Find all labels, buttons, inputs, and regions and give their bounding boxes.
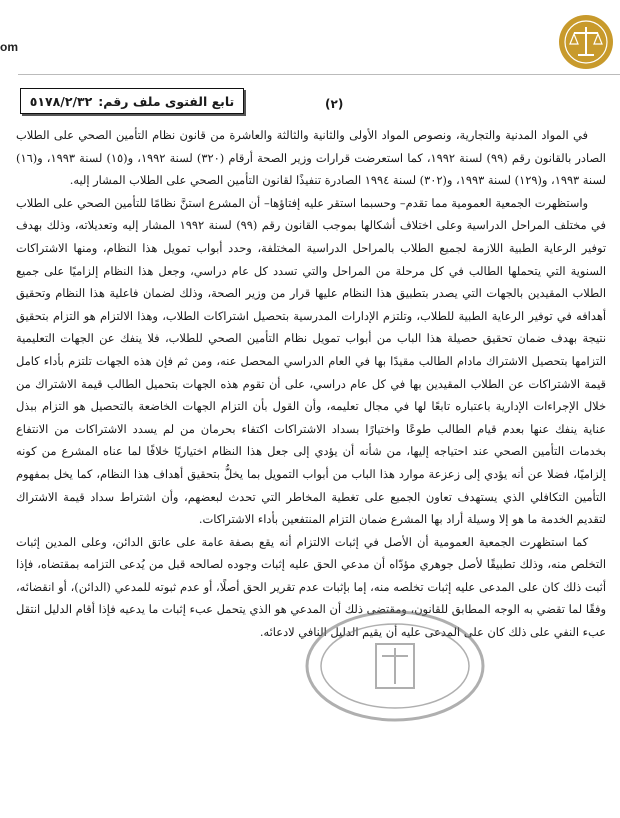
header-label: تابع الفتوى ملف رقم: [98,93,235,109]
file-number: ٥١٧٨/٢/٣٢ [29,93,93,109]
file-number-header [20,88,244,114]
header-divider [18,74,620,75]
site-url-fragment: om [0,40,18,54]
paragraph-1: في المواد المدنية والتجارية، ونصوص المواد الأولى والثانية والثالثة والعاشرة من قانون نظام التأمين الصحي على الطلاب الصادر بالقانون رقم (٩٩) لسنة ١٩٩٢، كما استعرضت قرارات وزير الصحة أرقام (٣٢٠) لسنة ١٩٩٢، و(١٥) لسنة ١٩٩٣، و(١٦) لسنة ١٩٩٣، و(١٢٩) لسنة ١٩٩٣، و(٣٠٢) لسنة ١٩٩٤ الصادرة تنفيذًا لقانون التأمين الصحي على الطلاب المشار إليه. [16,128,606,188]
paragraph-2: واستظهرت الجمعية العمومية مما تقدم– وحسبما استقر عليه إفتاؤها– أن المشرع استنَّ نظامًا للتأمين الصحي على الطلاب في مختلف المراحل الدراسية وعلى اختلاف أشكالها بموجب القانون رقم (٩٩) لسنة ١٩٩٢ المشار إليه وتعديلاته، وذلك بهدف توفير الرعاية الطبية اللازمة لجميع الطلاب بالمراحل الدراسية المختلفة، وحدد أبواب تمويل هذا النظام، ومنها الاشتراكات السنوية التي يتحملها الطالب في كل مرحلة من المراحل والتي تسدد كل عام دراسي، وجعل هذا النظام إلزاميًا على جميع الطلاب المقيدين بالجهات التي يصدر بتطبيق هذا النظام عليها قرار من وزير الصحة، وذلك لضمان فاعلية هذا النظام وتحقيق أهدافه في توفير الرعاية الطبية للطلاب، وتلتزم الإدارات المدرسية بتحصيل اشتراكات الطلاب، وهذا الالتزام هو التزام بتحقيق نتيجة بهدف ضمان تحقيق حصيلة هذا الباب من أبواب تمويل نظام التأمين الصحي للطلاب، فلا ينفك عن الجهات التعليمية التزامها بتحصيل الاشتراك مادام الطالب مقيدًا بها في العام الدراسي المحصل عنه، ومن ثم فإن هذه الجهات تلتزم بأداء كامل قيمة الاشتراكات عن الطلاب المقيدين بها في كل عام دراسي، على أن تقوم هذه الجهات بتحميل الطالب قيمة الاشتراك من خلال الإجراءات الإدارية باعتباره تابعًا لها في مجال تعليمه، وأن القول بأن التزام الجهات الخاضعة بالتحصيل هو التزام ببذل عناية ينفك عنها بعدم قيام الطالب طوعًا واختيارًا بسداد الاشتراكات اكتفاء بحرمان من لم يسدد الاشتراكات من الانتفاع بخدمات التأمين الصحي عند احتياجه إليها، من شأنه أن يؤدي إلى جعل هذا النظام اختياريًا خلافًا لما عناه المشرع من كونه إلزاميًا، فضلا عن أنه يؤدي إلى زعزعة موارد هذا الباب من أبواب التمويل بما يخلُّ بتحقيق أهداف هذا النظام، كما يخل بمفهوم التأمين التكافلي الذي يستهدف تعاون الجميع على تغطية المخاطر التي تحدث لبعضهم، وأن اشتراط سداد قيمة الاشتراك لتقديم الخدمة ما هو إلا وسيلة أراد بها المشرع ضمان التزام المنتفعين بأداء الاشتراكات. [16,195,606,527]
scales-of-justice-logo [558,14,614,70]
page-number: (٢) [325,97,344,111]
fatwa-body-text [16,124,606,814]
paragraph-3: كما استظهرت الجمعية العمومية أن الأصل في إثبات الالتزام أنه يقع بصفة عامة على عاتق الدائن، وعلى المدين إثبات التخلص منه، وذلك تطبيقًا لأصل جوهري مؤدّاه أن مدعي الحق عليه إثبات وجوده لصالحه قبل من يُدعى التزامه بمقتضاه، فإذا أثبت ذلك كان على المدعى عليه إثبات تخلصه منه، إما بإثبات عدم تقرير الحق أصلًا، أو عدم ثبوته للمدعي (الدائن)، أو انقضائه، وفقًا لما تقضي به الوجه المطابق للقانون، ومقتضى ذلك أن المدعي هو الذي يتحمل عبء إثبات ما يدعيه فإذا أقام الدليل انتقل عبء النفي على ذلك كان على المدعى عليه أن يقيم الدليل النافي لادعائه. [16,534,606,640]
